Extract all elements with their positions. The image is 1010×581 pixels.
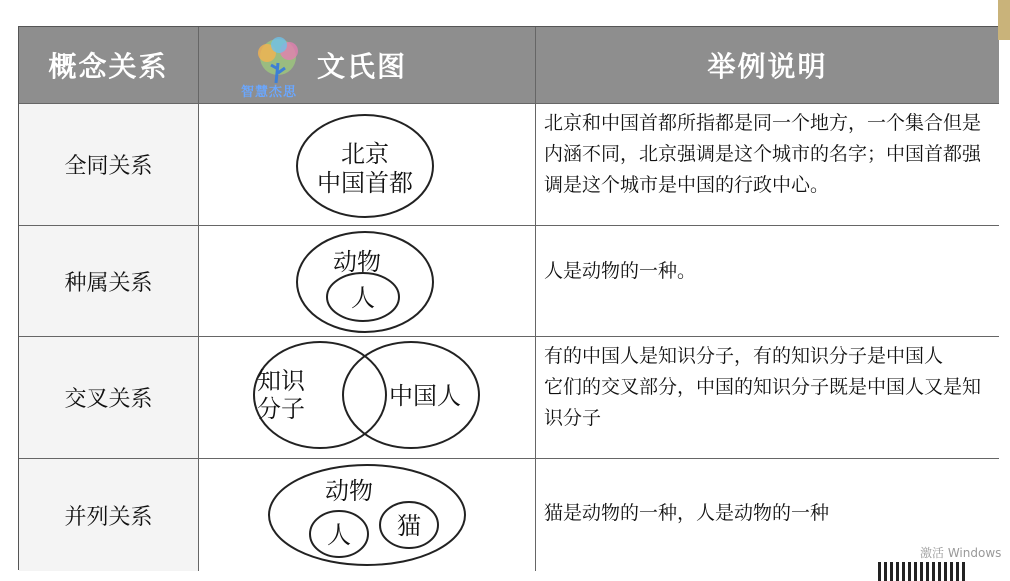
venn-label: 北京 — [341, 140, 389, 168]
venn-identical-diagram — [199, 104, 536, 226]
venn-parallel — [199, 459, 536, 571]
relation-intersect — [19, 337, 199, 459]
relation-parallel — [19, 459, 199, 571]
venn-label: 中国首都 — [317, 169, 413, 197]
relation-genus-species — [19, 226, 199, 337]
venn-identical — [199, 104, 536, 226]
venn-label: 知识 — [257, 367, 305, 395]
venn-parallel-diagram — [199, 459, 536, 571]
header-concept-relation-label: 概念关系 — [48, 50, 169, 83]
venn-label: 人 — [351, 284, 375, 312]
venn-label: 动物 — [333, 248, 381, 276]
description-text-1: 有的中国人是知识分子，有的知识分子是中国人 — [544, 345, 944, 367]
description-text: 猫是动物的一种，人是动物的一种 — [544, 501, 830, 524]
venn-genus-species — [199, 226, 536, 337]
relation-label: 全同关系 — [64, 154, 153, 179]
windows-activation-watermark: 激活 Windows — [920, 546, 1002, 560]
venn-intersect — [199, 337, 536, 459]
venn-genus-species-diagram — [199, 226, 536, 337]
description-text: 北京和中国首都所指都是同一个地方，一个集合但是内涵不同，北京强调是这个城市的名字；中国首都强调是这个城市是中国的行政中心。 — [544, 112, 982, 196]
relation-label: 并列关系 — [64, 504, 153, 530]
relation-identical — [19, 104, 199, 226]
description-genus-species — [536, 226, 999, 337]
qr-code-icon — [878, 562, 966, 581]
venn-intersect-diagram — [199, 337, 536, 459]
relation-label: 交叉关系 — [64, 387, 153, 412]
header-example-label: 举例说明 — [707, 50, 828, 83]
concept-relation-table — [18, 26, 998, 570]
logo-text: 智慧杰思 — [241, 85, 298, 100]
header-venn-label: 文氏图 — [317, 50, 408, 83]
venn-label: 分子 — [257, 395, 305, 423]
description-identical — [536, 104, 999, 226]
window-edge-strip — [998, 0, 1010, 40]
description-text-2: 它们的交叉部分，中国的知识分子既是中国人又是知识分子 — [544, 376, 982, 429]
venn-outer-ellipse — [297, 232, 433, 332]
venn-label: 猫 — [397, 512, 421, 540]
description-intersect — [536, 337, 999, 459]
header-venn — [199, 27, 536, 104]
venn-label: 中国人 — [389, 382, 461, 410]
header-example — [536, 27, 999, 104]
description-text: 人是动物的一种。 — [544, 260, 697, 282]
venn-label: 人 — [327, 521, 351, 549]
relation-label: 种属关系 — [64, 270, 153, 296]
venn-label: 动物 — [325, 477, 373, 505]
header-concept-relation — [19, 27, 199, 104]
